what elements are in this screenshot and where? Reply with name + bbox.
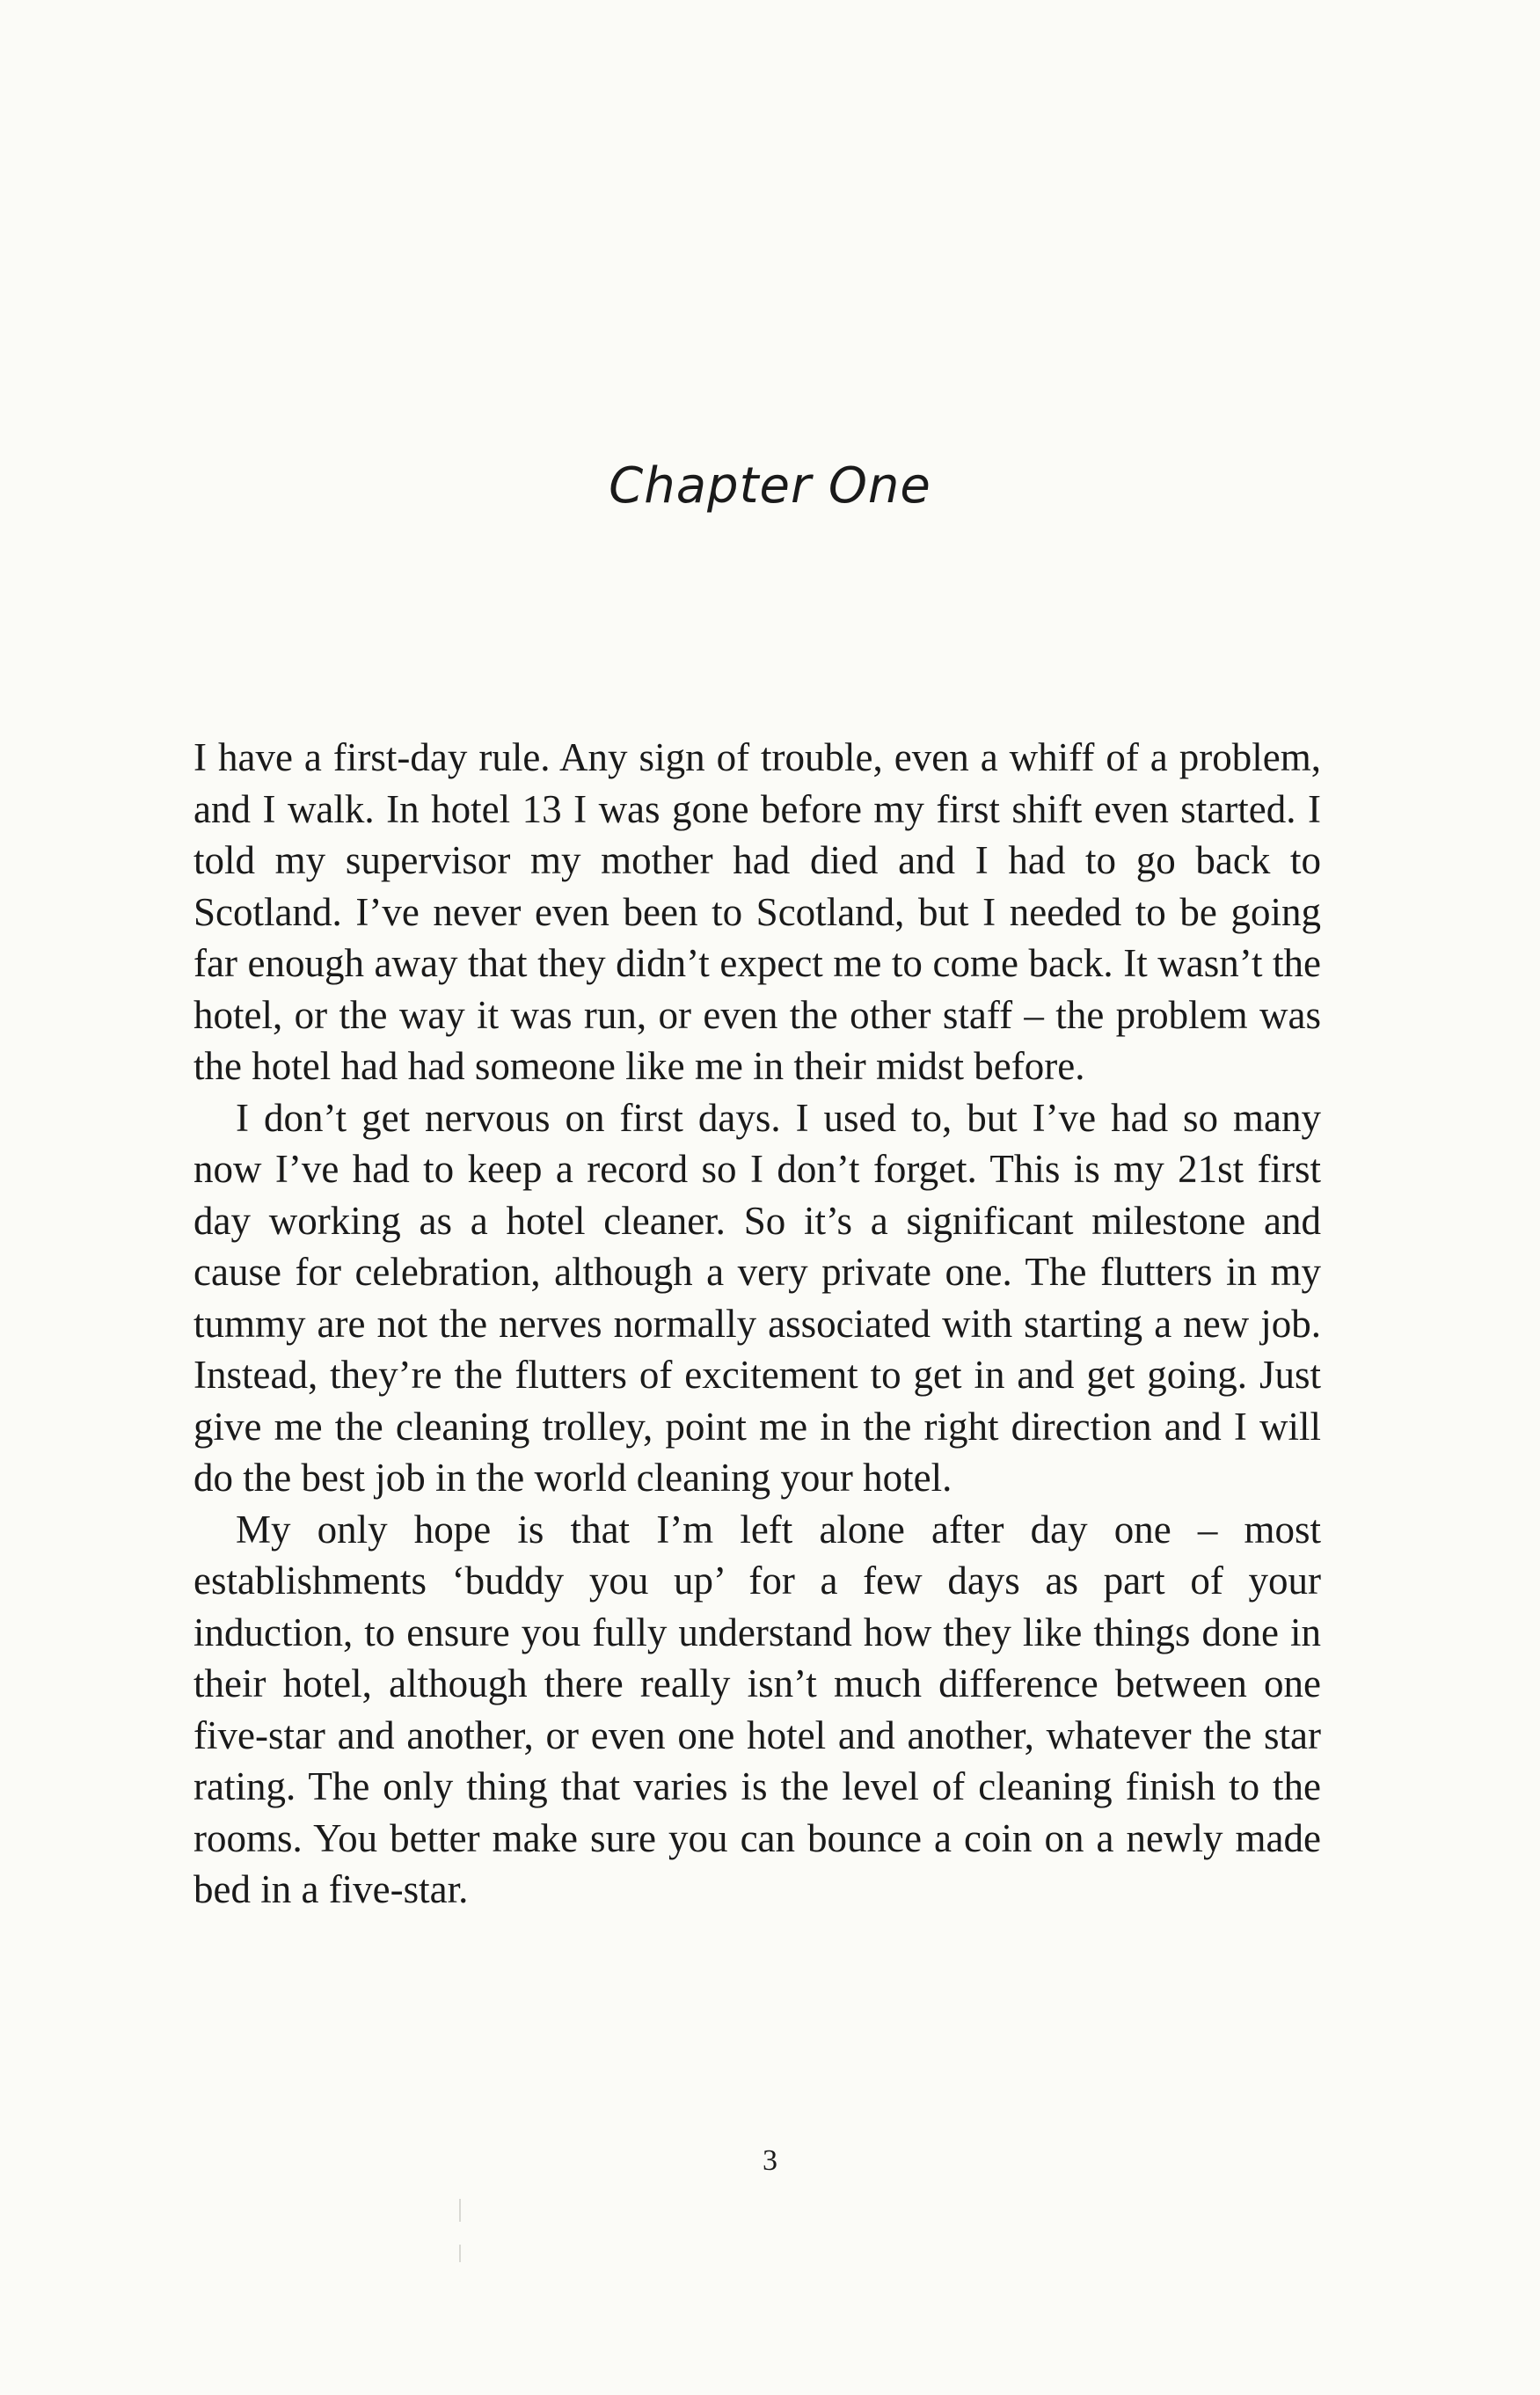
page-number: 3 <box>763 2144 777 2177</box>
chapter-body <box>193 732 1321 1916</box>
scan-artifact-mark <box>459 2199 461 2222</box>
paragraph: My only hope is that I’m left alone after day one – most establishments ‘buddy you up’ for a few days as part of your induction, to ensure you fully understand how they like things done in their hotel, although there really isn’t much difference between one five-star and another, or even one hotel and another, whatever the star rating. The only thing that varies is the level of cleaning finish to the rooms. You better make sure you can bounce a coin on a newly made bed in a five-star. <box>193 1507 1321 1911</box>
chapter-title: Chapter One <box>609 457 931 515</box>
paragraph: I have a first-day rule. Any sign of trouble, even a whiff of a problem, and I walk. In hotel 13 I was gone before my first shift even started. I told my supervisor my mother had died and I had to go back to Scotland. I’ve never even been to Scotland, but I needed to be going far enough away that they didn’t expect me to come back. It wasn’t the hotel, or the way it was run, or even the other staff – the problem was the hotel had had someone like me in their midst before. <box>193 735 1321 1088</box>
paragraph: I don’t get nervous on first days. I used to, but I’ve had so many now I’ve had to keep a record so I don’t forget. This is my 21st first day working as a hotel cleaner. So it’s a significant milestone and cause for celebration, although a very private one. The flutters in my tummy are not the nerves normally associated with starting a new job. Instead, they’re the flutters of excitement to get in and get going. Just give me the cleaning trolley, point me in the right direction and I will do the best job in the world cleaning your hotel. <box>193 1095 1321 1500</box>
scan-artifact-mark <box>459 2245 461 2262</box>
